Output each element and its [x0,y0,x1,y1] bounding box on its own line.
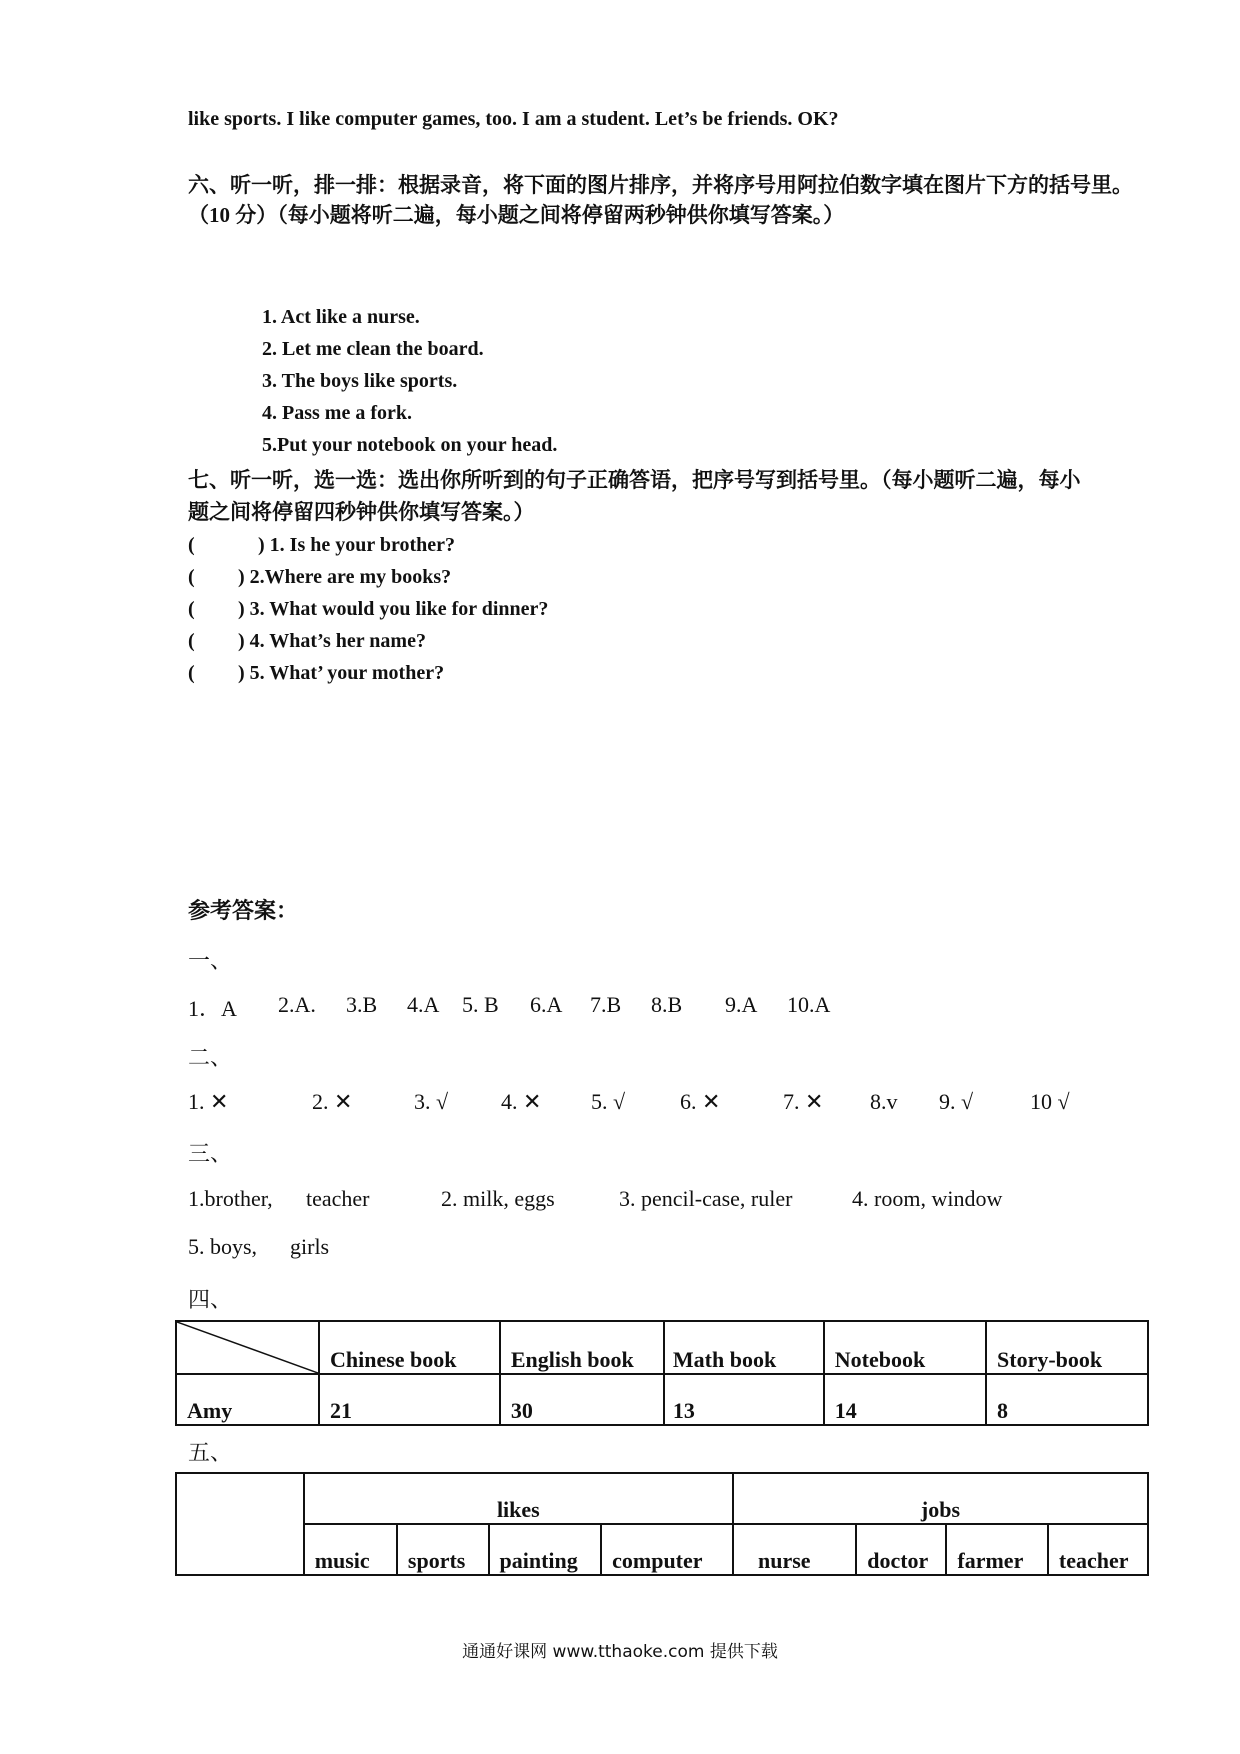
answer-blank: ( [188,662,195,684]
answer-blank: ( [188,566,195,588]
jobs-header-cell: nurse [733,1524,856,1575]
section6-heading-line2: （10 分）（每小题将听二遍，每小题之间将停留两秒钟供你填写答案。） [188,203,845,227]
part2-answer: 6. ✕ [680,1089,721,1114]
group-header-likes: likes [304,1473,733,1524]
part3-answer: 5. boys, [188,1234,258,1259]
part1-answer: 4.A [407,992,440,1017]
table-header-cell: Notebook [824,1321,986,1374]
intro-line: like sports. I like computer games, too. I am a student. Let’s be friends. OK? [188,108,839,130]
likes-header-cell: music [304,1524,397,1575]
part2-answer: 8.v [870,1089,898,1114]
part2-answer: 4. ✕ [501,1089,542,1114]
part1-answer: 1．A [188,996,237,1021]
part1-answer: 10.A [787,992,831,1017]
table-cell: 14 [824,1374,986,1425]
answers-title: 参考答案： [188,898,299,923]
section6-item-1: 1. Act like a nurse. [262,306,420,328]
diagonal-line-icon [177,1322,318,1373]
answer-blank: ( [188,630,195,652]
answer-blank: ( [188,534,195,556]
empty-cell [176,1473,304,1575]
part5-label: 五、 [188,1440,233,1465]
table-header-cell: Story-book [986,1321,1148,1374]
likes-header-cell: sports [397,1524,489,1575]
part2-answer: 2. ✕ [312,1089,353,1114]
part1-answer: 2.A. [278,992,316,1017]
part1-answer: 8.B [651,992,683,1017]
part1-answer: 3.B [346,992,378,1017]
part3-answer: 3. pencil-case, ruler [619,1186,793,1211]
part1-answer: 5. B [462,992,499,1017]
part1-label: 一、 [188,948,233,973]
part2-answer: 7. ✕ [783,1089,824,1114]
part3-answer: teacher [306,1186,370,1211]
part4-label: 四、 [188,1287,233,1312]
part2-answer: 9. √ [939,1089,974,1114]
part1-answer: 6.A [530,992,563,1017]
section7-heading-line1: 七、听一听，选一选：选出你所听到的句子正确答语，把序号写到括号里。（每小题听二遍，每小 [188,468,1081,492]
table-header-cell: Chinese book [319,1321,500,1374]
part2-answer: 5. √ [591,1089,626,1114]
table-cell: 30 [500,1374,664,1425]
part3-answer: 4. room, window [852,1186,1003,1211]
group-header-jobs: jobs [733,1473,1148,1524]
part4-table [175,1320,1149,1426]
part1-answer: 7.B [590,992,622,1017]
table-cell: 13 [664,1374,824,1425]
answer-blank: ( [188,598,195,620]
table-cell: 8 [986,1374,1148,1425]
table-header-cell: English book [500,1321,664,1374]
table-header-cell: Math book [664,1321,824,1374]
part2-label: 二、 [188,1045,233,1070]
jobs-header-cell: teacher [1048,1524,1148,1575]
part2-answer: 3. √ [414,1089,449,1114]
part2-answer: 10 √ [1030,1089,1070,1114]
diagonal-header-cell [176,1321,319,1374]
section7-item-1: ( ) 1. Is he your brother? [188,534,456,556]
section6-item-3: 3. The boys like sports. [262,370,458,392]
jobs-header-cell: farmer [946,1524,1047,1575]
part5-table [175,1472,1149,1576]
likes-header-cell: painting [489,1524,602,1575]
part3-answer: 2. milk, eggs [441,1186,555,1211]
table-cell: 21 [319,1374,500,1425]
part2-answer: 1. ✕ [188,1089,229,1114]
section7-item-4: ( ) 4. What’s her name? [188,630,426,652]
section7-item-2: ( ) 2.Where are my books? [188,566,452,588]
part3-answer: 1.brother, [188,1186,273,1211]
section6-heading-line1: 六、听一听，排一排：根据录音，将下面的图片排序，并将序号用阿拉伯数字填在图片下方的括号里。 [188,173,1133,197]
section7-item-3: ( ) 3. What would you like for dinner? [188,598,549,620]
part3-answer: girls [290,1234,330,1259]
jobs-header-cell: doctor [856,1524,946,1575]
page-footer: 通通好课网 www.tthaoke.com 提供下载 [462,1642,778,1662]
section6-item-4: 4. Pass me a fork. [262,402,412,424]
table-row-label: Amy [176,1374,319,1425]
part1-answer: 9.A [725,992,758,1017]
section7-heading-line2: 题之间将停留四秒钟供你填写答案。） [188,500,535,524]
section6-item-5: 5.Put your notebook on your head. [262,434,558,456]
likes-header-cell: computer [601,1524,733,1575]
section6-item-2: 2. Let me clean the board. [262,338,484,360]
section7-item-5: ( ) 5. What’ your mother? [188,662,445,684]
part3-label: 三、 [188,1141,233,1166]
